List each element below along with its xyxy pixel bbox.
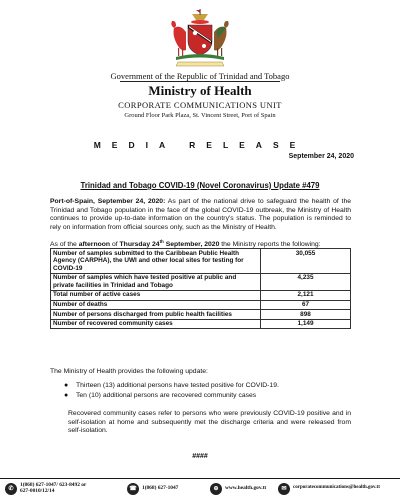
footer-email[interactable]: corporatecommunications@health.gov.tt (293, 485, 380, 490)
footer-phones (20, 482, 86, 495)
footer-phones-line1: 1(868) 627-1047/ 623-8492 or (20, 482, 87, 488)
stat-label: Number of persons discharged from public health facilities (51, 310, 261, 320)
stat-value: 30,055 (261, 249, 351, 274)
asof-time: afternoon (78, 241, 111, 248)
provides-line: The Ministry of Health provides the following update: (50, 368, 208, 375)
web-icon: ⊕ (210, 483, 222, 495)
unit-name: CORPORATE COMMUNICATIONS UNIT (118, 100, 282, 110)
stat-value: 898 (261, 310, 351, 320)
stat-label: Number of deaths (51, 300, 261, 310)
asof-day: Thursday 24 (119, 241, 160, 248)
dateline: Port-of-Spain, September 24, 2020: (50, 198, 166, 205)
stat-value: 1,149 (261, 319, 351, 329)
asof-after: the Ministry reports the following: (219, 241, 321, 248)
header-divider (120, 81, 280, 82)
coat-of-arms-emblem (166, 8, 234, 70)
asof-sup: th (159, 239, 164, 244)
stat-label: Number of recovered community cases (51, 319, 261, 329)
stat-label: Total number of active cases (51, 290, 261, 300)
bullet-icon: ● (64, 392, 69, 399)
asof-month: September, 2020 (163, 241, 220, 248)
table-row (51, 300, 351, 310)
table-row (51, 249, 351, 274)
ministry-address: Ground Floor Park Plaza, St. Vincent Street, Port of Spain (124, 112, 276, 119)
as-of-line (50, 239, 360, 248)
bullet-text: Thirteen (13) additional persons have tested positive for COVID-19. (76, 382, 279, 389)
bullet-text: Ten (10) additional persons are recovered community cases (76, 392, 257, 399)
email-icon: ✉ (278, 483, 290, 495)
bullet-icon: ● (64, 382, 69, 389)
government-name: Government of the Republic of Trinidad and Tobago (110, 71, 290, 81)
table-row (51, 319, 351, 329)
list-item (64, 391, 346, 401)
statistics-table (50, 248, 351, 329)
asof-before: As of the (50, 241, 79, 248)
table-row (51, 310, 351, 320)
footer-divider (0, 478, 400, 479)
stat-label: Number of samples submitted to the Caribbean Public Health Agency (CARPHA), the UWI and other local sites for testing for COVID-19 (51, 249, 261, 274)
update-title: Trinidad and Tobago COVID-19 (Novel Coronavirus) Update #479 (80, 181, 320, 190)
footer-phones-line2: 627-0010/12/14 (20, 488, 55, 495)
footer-fax: 1(868) 627-1047 (142, 485, 179, 491)
release-date: September 24, 2020 (288, 153, 354, 160)
stat-label: Number of samples which have tested positive at public and private facilities in Trinidad and Tobago (51, 273, 261, 290)
lead-text: As part of the national drive to safeguard the health of the Trinidad and Tobago population in the face of the global COVID-19 outbreak, the Ministry of Health continues to provide up-to-date information on the country's status. The population is reminded to rely on information from official sources only, such as the Ministry of Health. (50, 198, 352, 231)
list-item (64, 381, 346, 391)
update-bullets (64, 381, 346, 401)
footer-website[interactable]: www.health.gov.tt (225, 485, 267, 491)
stat-value: 2,121 (261, 290, 351, 300)
stat-value: 67 (261, 300, 351, 310)
table-row (51, 290, 351, 300)
stat-value: 4,235 (261, 273, 351, 290)
recovered-note: Recovered community cases refer to persons who were previously COVID-19 positive and in self-isolation at home and subsequently met the discharge criteria and were released from self-isolation. (68, 410, 351, 435)
footer (0, 478, 400, 500)
ministry-name: Ministry of Health (148, 83, 252, 98)
media-release-heading: MEDIA RELEASE (93, 140, 307, 150)
asof-of: of (110, 241, 120, 248)
table-row (51, 273, 351, 290)
phone-icon: ✆ (5, 483, 17, 495)
fax-icon: ☎ (127, 483, 139, 495)
end-mark: #### (192, 453, 208, 460)
lead-paragraph (50, 198, 351, 232)
